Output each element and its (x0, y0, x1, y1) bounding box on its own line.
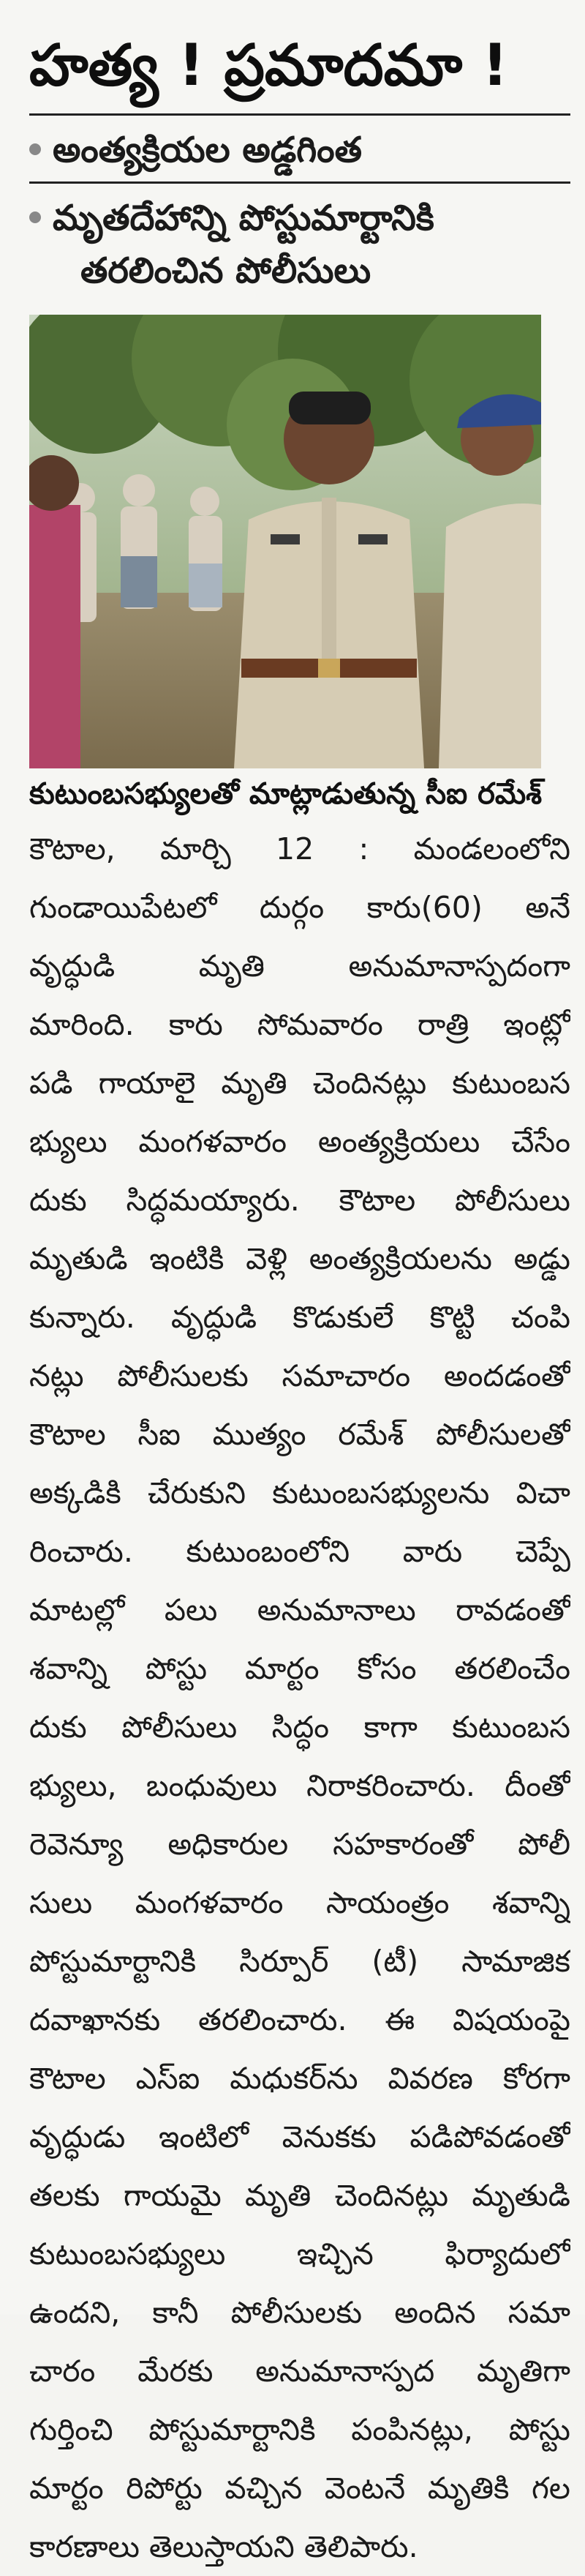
subhead-2-text: మృతదేహాన్ని పోస్టుమార్టానికి (53, 198, 434, 239)
bullet-icon (29, 211, 41, 223)
body-line: మార్టం రిపోర్టు వచ్చిన వెంటనే మృతికి గల (29, 2471, 570, 2506)
body-line: గుర్తించి పోస్టుమార్టానికి పంపినట్లు, పోస్టు (29, 2412, 570, 2447)
body-line: కౌటాల సీఐ ముత్యం రమేశ్ పోలీసులతో (29, 1417, 570, 1452)
headline-divider (29, 113, 570, 116)
subhead-1 (29, 121, 570, 179)
body-line: శవాన్ని పోస్టు మార్టం కోసం తరలించేం (29, 1651, 570, 1686)
body-line: అక్కడికి చేరుకుని కుటుంబసభ్యులను విచా (29, 1475, 570, 1510)
body-line: మారింది. కారు సోమవారం రాత్రి ఇంట్లో (29, 1007, 570, 1042)
body-line-last: కారణాలు తెలుస్తాయని తెలిపారు. (29, 2529, 418, 2564)
subhead-1-text: అంత్యక్రియల అడ్డగింత (53, 130, 362, 171)
body-line: భ్యులు మంగళవారం అంత్యక్రియలు చేసేం (29, 1124, 570, 1159)
body-line: మృతుడి ఇంటికి వెళ్లి అంత్యక్రియలను అడ్డు (29, 1241, 570, 1276)
body-line: దుకు సిద్ధమయ్యారు. కౌటాల పోలీసులు (29, 1183, 570, 1218)
body-line: వృద్ధుడి మృతి అనుమానాస్పదంగా (29, 948, 570, 984)
headline: హత్య ! ప్రమాదమా ! (29, 33, 508, 99)
body-line: కౌటాల, మార్చి 12 : మండలంలోని (29, 831, 570, 866)
body-line: పోస్టుమార్టానికి సిర్పూర్ (టీ) సామాజిక (29, 1944, 570, 1979)
subhead-2 (29, 189, 570, 247)
body-line: వృద్ధుడు ఇంటిలో వెనుకకు పడిపోవడంతో (29, 2119, 570, 2154)
body-line: చారం మేరకు అనుమానాస్పద మృతిగా (29, 2354, 570, 2389)
body-line: మాటల్లో పలు అనుమానాలు రావడంతో (29, 1592, 570, 1628)
article-body (29, 820, 570, 2576)
news-photo-police-with-villagers-icon (29, 315, 541, 768)
bullet-icon (29, 143, 41, 155)
photo-caption: కుటుంబసభ్యులతో మాట్లాడుతున్న సీఐ రమేశ్ (29, 777, 543, 811)
body-line: దవాఖానకు తరలించారు. ఈ విషయంపై (29, 2002, 570, 2037)
body-line: ఉందని, కానీ పోలీసులకు అందిన సమా (29, 2295, 570, 2330)
body-line: భ్యులు, బంధువులు నిరాకరించారు. దీంతో (29, 1768, 570, 1803)
body-line: రెవెన్యూ అధికారుల సహకారంతో పోలీ (29, 1827, 570, 1862)
news-photo (29, 315, 541, 768)
subhead-divider (29, 181, 570, 184)
body-line: సులు మంగళవారం సాయంత్రం శవాన్ని (29, 1885, 570, 1920)
subhead-2-continuation: తరలించిన పోలీసులు (80, 250, 371, 291)
body-line: కౌటాల ఎస్ఐ మధుకర్‌ను వివరణ కోరగా (29, 2061, 570, 2096)
body-line: గుండాయిపేటలో దుర్గం కారు(60) అనే (29, 890, 570, 925)
body-line: కుటుంబసభ్యులు ఇచ్చిన ఫిర్యాదులో (29, 2236, 570, 2272)
body-line: నట్లు పోలీసులకు సమాచారం అందడంతో (29, 1358, 570, 1393)
body-line: తలకు గాయమై మృతి చెందినట్లు మృతుడి (29, 2178, 570, 2213)
body-line: కున్నారు. వృద్ధుడి కొడుకులే కొట్టి చంపి (29, 1300, 570, 1335)
body-line: రించారు. కుటుంబంలోని వారు చెప్పే (29, 1534, 570, 1569)
body-line: పడి గాయాలై మృతి చెందినట్లు కుటుంబస (29, 1066, 570, 1101)
body-line: దుకు పోలీసులు సిద్ధం కాగా కుటుంబస (29, 1710, 570, 1745)
